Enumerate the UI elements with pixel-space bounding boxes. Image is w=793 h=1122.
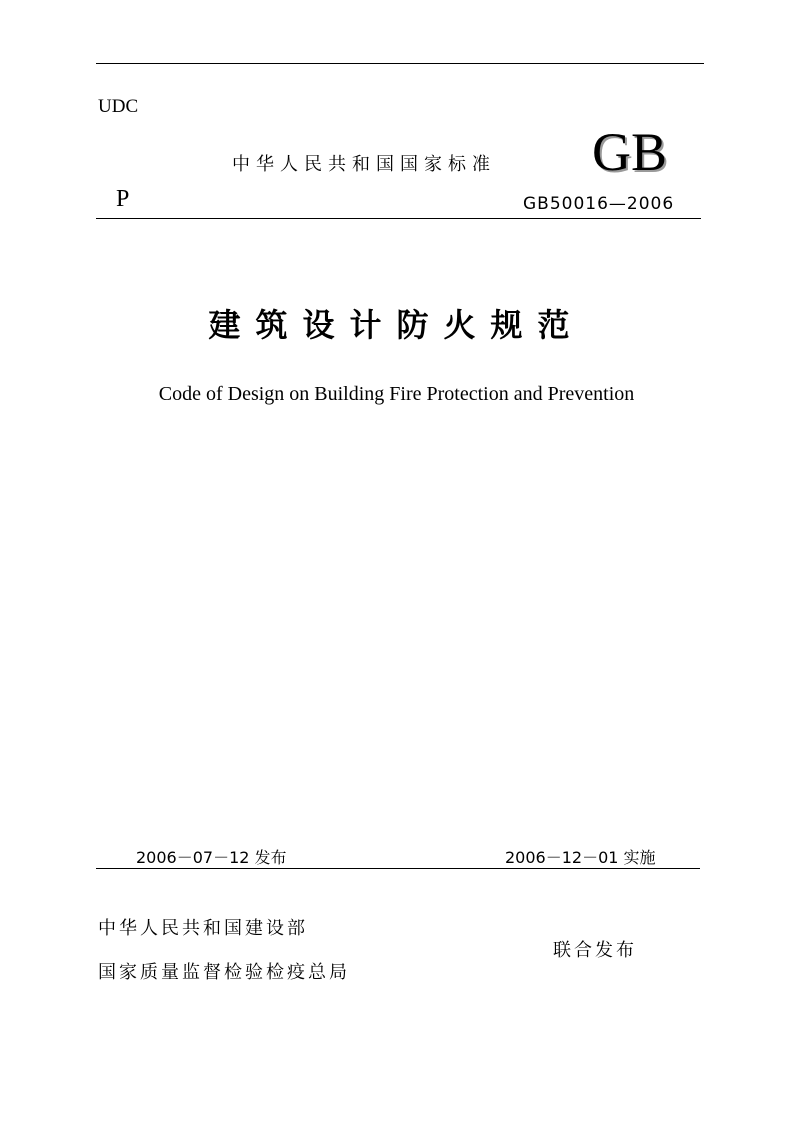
udc-label: UDC bbox=[98, 96, 139, 117]
issuer-aqsiq: 国家质量监督检验检疫总局 bbox=[98, 962, 350, 983]
header-rule bbox=[96, 218, 701, 219]
issue-date: 2006－07－12 发布 bbox=[136, 848, 287, 867]
classification-letter: P bbox=[116, 186, 130, 212]
title-chinese: 建筑设计防火规范 bbox=[208, 307, 585, 343]
joint-issue-label: 联合发布 bbox=[553, 940, 637, 961]
standard-type: 中华人民共和国国家标准 bbox=[232, 154, 496, 175]
title-english: Code of Design on Building Fire Protection and Prevention bbox=[158, 383, 635, 405]
footer-rule bbox=[96, 868, 700, 869]
top-rule bbox=[96, 63, 704, 64]
issuer-ministry: 中华人民共和国建设部 bbox=[98, 918, 308, 939]
standard-number: GB50016—2006 bbox=[523, 194, 675, 214]
gb-mark: GB bbox=[592, 122, 668, 182]
implementation-date: 2006－12－01 实施 bbox=[505, 848, 656, 867]
